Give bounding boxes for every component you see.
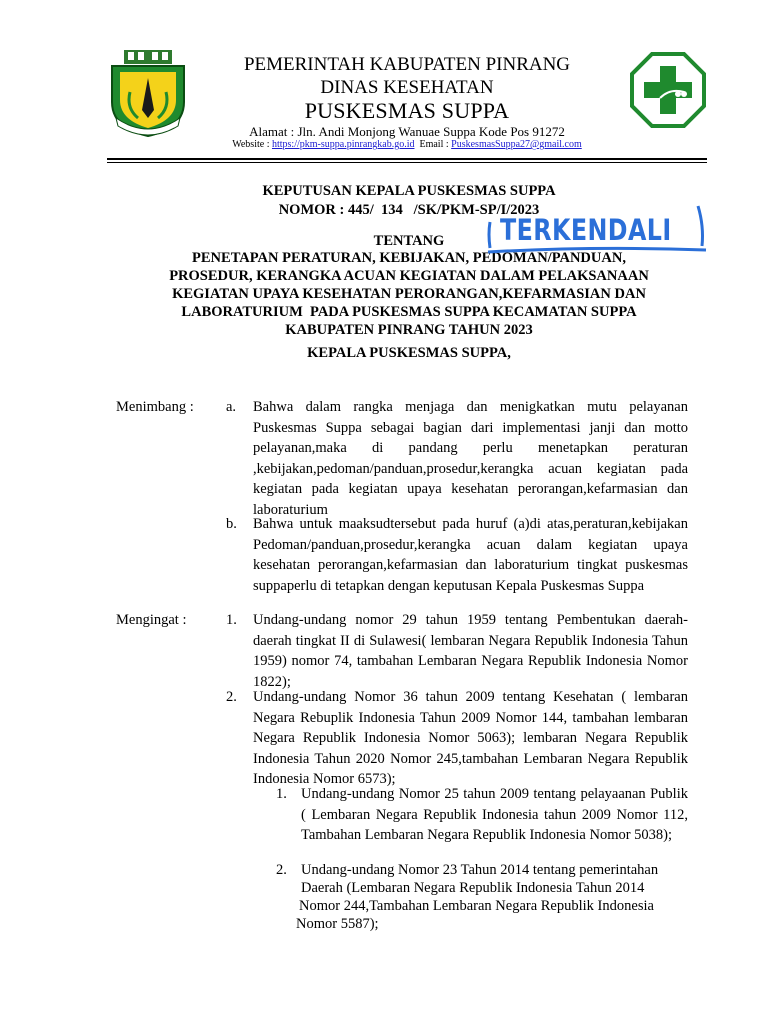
sub-list-line: Nomor 244,Tambahan Lembaran Negara Republik Indonesia [299,898,654,914]
sub-list-item: Undang-undang Nomor 25 tahun 2009 tentang pelayaanan Publik ( Lembaran Negara Republik Indonesia tahun 2009 Nomor 112, Tambahan Lembaran Negara Republik Indonesia Nomor 5038); [301,786,688,843]
decree-subject-line: PENETAPAN PERATURAN, KEBIJAKAN, PEDOMAN/PANDUAN, [192,250,626,266]
email-link[interactable]: PuskesmasSuppa27@gmail.com [451,139,582,150]
mengingat-label: Mengingat : [116,612,187,628]
letterhead-government: PEMERINTAH KABUPATEN PINRANG [243,54,571,75]
sub-list-marker: 2. [276,862,287,878]
list-item: Bahwa dalam rangka menjaga dan menigkatkan mutu pelayanan Puskesmas Suppa sebagai bagian dari implementasi janji dan motto pelayanan,maka di pandang perlu menetapkan peraturan ,kebijakan,pedoman/panduan,prosedur,kerangka acuan kegiatan pada kegiatan pada kegiatan upaya kesehatan perorangan,kefarmasian dan laboraturium [253,399,688,518]
decree-subject-line: PROSEDUR, KERANGKA ACUAN KEGIATAN DALAM PELAKSANAAN [169,268,649,284]
sub-list-line: Undang-undang Nomor 23 Tahun 2014 tentang pemerintahan [301,862,659,878]
letterhead-address: Alamat : Jln. Andi Monjong Wanuae Suppa Kode Pos 91272 [249,124,565,139]
sub-list-line: Daerah (Lembaran Negara Republik Indonesia Tahun 2014 [301,880,645,896]
decree-title: KEPUTUSAN KEPALA PUSKESMAS SUPPA [262,183,556,199]
list-marker: 1. [226,612,237,628]
list-marker: a. [226,399,237,415]
list-item: Bahwa untuk maaksudtersebut pada huruf (a)di atas,peraturan,kebijakan Pedoman/panduan,prosedur,kerangka acuan dalam kegiatan upaya kesehatan perorangan,kefarmasian dan laboraturium tingkat puskesmas suppaperlu di tetapkan dengan keputusan Kepala Puskesmas Suppa [253,516,688,594]
sub-list-line: Nomor 5587); [296,916,379,932]
decree-number: NOMOR : 445/ 134 /SK/PKM-SP/I/2023 [278,202,540,218]
list-marker: b. [226,516,237,532]
decree-issuer: KEPALA PUSKESMAS SUPPA, [307,345,511,361]
decree-subject-line: KABUPATEN PINRANG TAHUN 2023 [285,322,533,338]
website-link[interactable]: https://pkm-suppa.pinrangkab.go.id [271,139,415,150]
email-label: Email : [414,139,452,150]
letterhead-contact [160,139,654,150]
letterhead-divider-thin [107,162,707,163]
sub-list-marker: 1. [276,786,287,802]
decree-subject-line: LABORATURIUM PADA PUSKESMAS SUPPA KECAMATAN SUPPA [181,304,637,320]
decree-subject-line: KEGIATAN UPAYA KESEHATAN PERORANGAN,KEFARMASIAN DAN [172,286,646,302]
letterhead-divider-thick [107,158,707,160]
list-marker: 2. [226,689,237,705]
list-item: Undang-undang nomor 29 tahun 1959 tentang Pembentukan daerah-daerah tingkat II di Sulawesi( lembaran Negara Republik Indonesia Tahun 1959) nomor 74, tambahan Lembaran Negara Republik Indonesia Nomor 1822); [253,612,688,690]
letterhead-institution: PUSKESMAS SUPPA [304,98,510,123]
website-label: Website : [232,139,272,150]
letterhead-department: DINAS KESEHATAN [320,77,494,98]
list-item: Undang-undang Nomor 36 tahun 2009 tentang Kesehatan ( lembaran Negara Rebuplik Indonesia Tahun 2009 Nomor 144, tambahan lembaran Negara Republik Indonesia Nomor 5063); lembaran Negara Republik Indonesia Tahun 2020 Nomor 245,tambahan Lembaran Negara Republik Indonesia Nomor 6573); [253,689,688,787]
decree-about: TENTANG [373,233,445,249]
menimbang-label: Menimbang : [116,399,194,415]
controlled-stamp-text: TERKENDALI [500,213,672,247]
